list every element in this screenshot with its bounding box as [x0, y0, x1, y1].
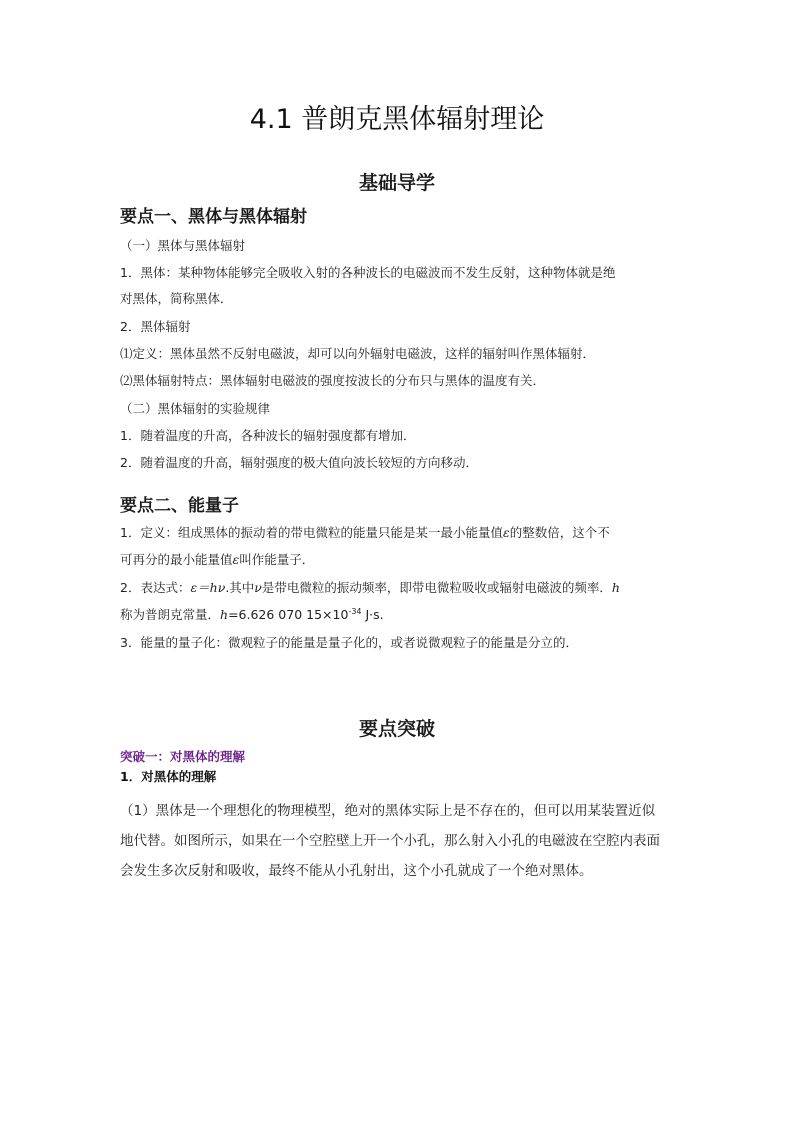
point2-line-definition: [120, 524, 610, 542]
page-title: 4.1 普朗克黑体辐射理论: [249, 104, 545, 135]
text-span: 的整数倍，这个不: [509, 525, 610, 540]
point1-line: （二）黑体辐射的实验规律: [120, 401, 271, 416]
point1-line: （一）黑体与黑体辐射: [120, 238, 246, 253]
formula-e-hv: ε＝hν: [190, 580, 226, 595]
text-span: 叫作能量子．: [239, 552, 315, 567]
epsilon-symbol: ε: [232, 552, 240, 567]
h-symbol: h: [611, 580, 620, 595]
point1-line: 2．黑体辐射: [120, 319, 191, 334]
section-heading-basic-guide: 基础导学: [358, 172, 435, 194]
nu-symbol: ν: [254, 580, 262, 595]
point1-line: 2．随着温度的升高，辐射强度的极大值向波长较短的方向移动．: [120, 455, 478, 470]
text-span: 是带电微粒的振动频率，即带电微粒吸收或辐射电磁波的频率．: [261, 580, 612, 595]
text-span: 2．表达式：: [120, 580, 191, 595]
h-symbol: h: [220, 607, 229, 622]
text-span: J·s.: [361, 607, 384, 622]
breakthrough-heading: 突破一：对黑体的理解: [120, 749, 246, 764]
breakthrough-line: 会发生多次反射和吸收，最终不能从小孔射出，这个小孔就成了一个绝对黑体。: [120, 863, 593, 879]
point1-line: 1．黑体：某种物体能够完全吸收入射的各种波长的电磁波而不发生反射，这种物体就是绝: [120, 265, 616, 280]
point1-line: ⑵黑体辐射特点：黑体辐射电磁波的强度按波长的分布只与黑体的温度有关．: [120, 373, 546, 388]
text-span: 1．定义：组成黑体的振动着的带电微粒的能量只能是某一最小能量值: [120, 525, 503, 540]
point1-line: ⑴定义：黑体虽然不反射电磁波，却可以向外辐射电磁波，这样的辐射叫作黑体辐射．: [120, 346, 596, 361]
point1-line: 对黑体，简称黑体．: [120, 291, 233, 306]
breakthrough-line: 地代替。如图所示，如果在一个空腔壁上开一个小孔，那么射入小孔的电磁波在空腔内表面: [120, 833, 660, 849]
point1-line: 1．随着温度的升高，各种波长的辐射强度都有增加．: [120, 428, 416, 443]
point2-line-definition-cont: [120, 551, 314, 569]
text-span: =6.626 070 15×10: [228, 607, 349, 622]
point2-line-planck-constant: [120, 606, 384, 624]
epsilon-symbol: ε: [502, 525, 510, 540]
exponent: -34: [348, 606, 362, 616]
point2-heading: 要点二、能量子: [120, 496, 239, 516]
breakthrough-line: （1）黑体是一个理想化的物理模型，绝对的黑体实际上是不存在的，但可以用某装置近似: [120, 803, 656, 819]
section-heading-key-points: 要点突破: [358, 718, 435, 740]
text-span: 称为普朗克常量．: [120, 607, 221, 622]
point1-heading: 要点一、黑体与黑体辐射: [120, 207, 307, 227]
breakthrough-subheading: 1．对黑体的理解: [120, 769, 217, 784]
point2-line-quantization: 3．能量的量子化：微观粒子的能量是量子化的，或者说微观粒子的能量是分立的．: [120, 635, 578, 650]
point2-line-expression: [120, 579, 620, 597]
text-span: 可再分的最小能量值: [120, 552, 233, 567]
text-span: .其中: [225, 580, 255, 595]
